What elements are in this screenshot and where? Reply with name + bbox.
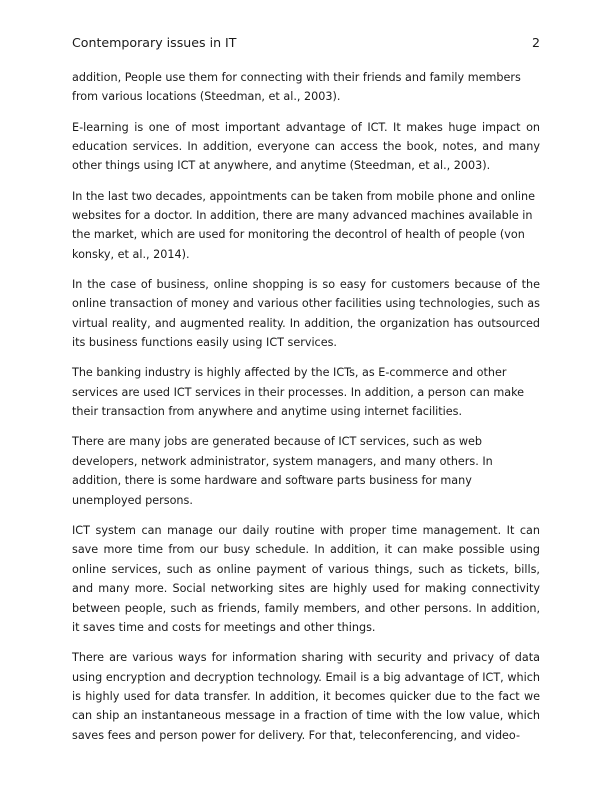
- paragraph-time-management: ICT system can manage our daily routine with proper time management. It can save more time from our busy schedule. In addition, it can make possible using online services, such as online payment of various things, such as tickets, bills, and many more. Social networking sites are highly used for making connectivity between people, such as friends, family members, and other persons. In addition, it saves time and costs for meetings and other things.: [72, 523, 540, 634]
- paragraph-continuation: addition, People use them for connecting with their friends and family members from various locations (Steedman, et al., 2003).: [72, 71, 521, 104]
- paragraph-jobs: There are many jobs are generated because of ICT services, such as web developers, network administrator, system managers, and many others. In addition, there is some hardware and software parts business for many unemployed persons.: [72, 435, 493, 507]
- running-head-title: Contemporary issues in IT: [72, 35, 237, 50]
- paragraph-e-learning: E-learning is one of most important advantage of ICT. It makes huge impact on education services. In addition, everyone can access the book, notes, and many other things using ICT at anywhere, and anytime (Steedman, et al., 2003).: [72, 120, 540, 173]
- document-body: [72, 68, 540, 756]
- paragraph-information-sharing: There are various ways for information sharing with security and privacy of data using encryption and decryption technology. Email is a big advantage of ICT, which is highly used for data transfer. In addition, it becomes quicker due to the fact we can ship an instantaneous message in a fraction of time with the low value, which saves fees and person power for delivery. For that, teleconferencing, and video-: [72, 651, 540, 742]
- page-number: 2: [531, 35, 540, 50]
- page-header: [72, 34, 540, 52]
- paragraph-business: In the case of business, online shopping is so easy for customers because of the online transaction of money and various other facilities using technologies, such as virtual reality, and augmented reality. In addition, the organization has outsourced its business functions easily using ICT services.: [72, 278, 540, 350]
- paragraph-healthcare: In the last two decades, appointments can be taken from mobile phone and online websites for a doctor. In addition, there are many advanced machines available in the market, which are used for monitoring the decontrol of health of people (von konsky, et al., 2014).: [72, 189, 536, 261]
- paragraph-banking: The banking industry is highly affected by the ICTs, as E-commerce and other services are used ICT services in their processes. In addition, a person can make their transaction from anywhere and anytime using internet facilities.: [72, 366, 525, 419]
